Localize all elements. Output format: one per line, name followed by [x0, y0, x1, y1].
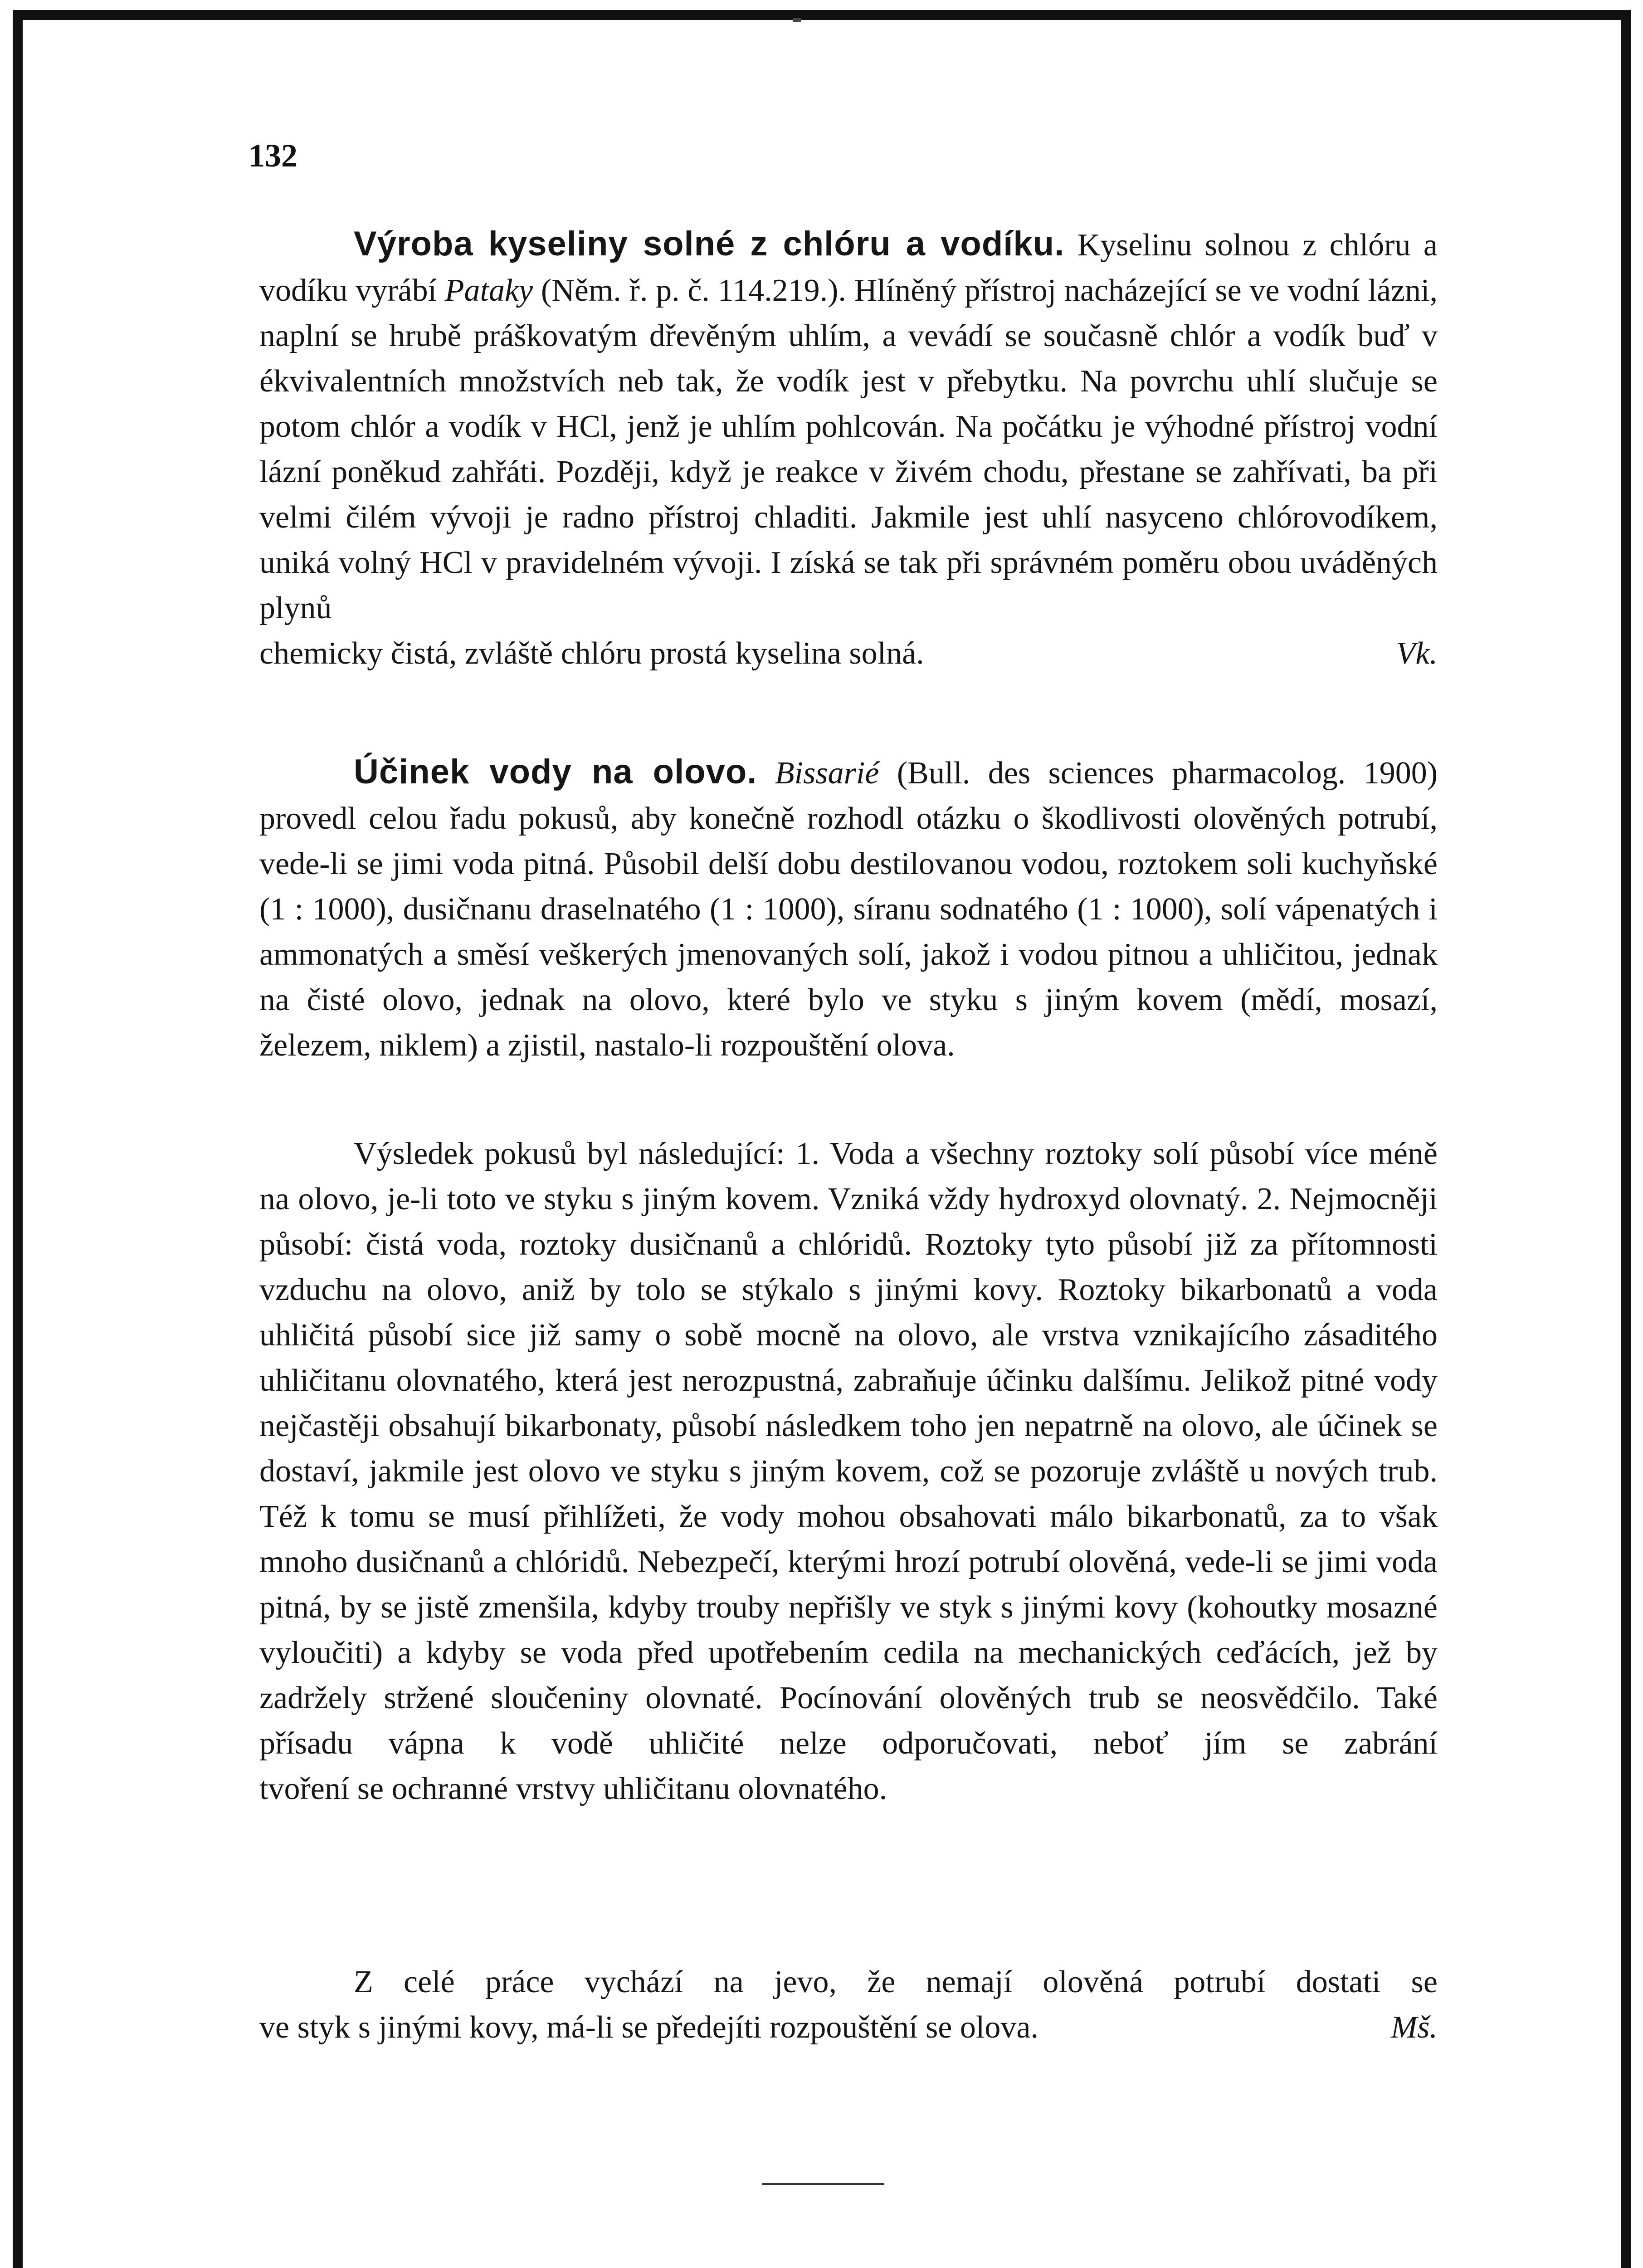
closing-line [259, 1023, 1438, 1068]
article-heading: Výroba kyseliny solné z chlóru a vodíku. [354, 225, 1065, 263]
closing-line [259, 631, 1438, 676]
article-text: Výsledek pokusů byl následující: 1. Voda a všechny roztoky solí působí více méně na olovo, je-li toto ve styku s jiným kovem. Vzniká vždy hydroxyd olovnatý. 2. Nejmocněji působí: čistá voda, roztoky dusičnanů a chlóridů. Roztoky tyto působí již za přítomnosti vzduchu na olovo, aniž by tolo se stýkalo s jinými kovy. Roztoky bikarbonatů a voda uhličitá působí sice již samy o sobě mocně na olovo, ale vrstva vznikajícího zásaditého uhličitanu olovnatého, která jest nerozpustná, zabraňuje účinku dalšímu. Jelikož pitné vody nejčastěji obsahují bikarbonaty, působí následkem toho jen nepatrně na olovo, ale účinek se dostaví, jakmile jest olovo ve styku s jiným kovem, což se pozoruje zvláště u nových trub. Též k tomu se musí přihlížeti, že vody mohou obsahovati málo bikarbonatů, za to však mnoho dusičnanů a chlóridů. Nebezpečí, kterými hrozí potrubí olověná, vede-li se jimi voda pitná, by se jistě zmenšila, kdyby trouby nepřišly ve styk s jinými kovy (kohoutky mosazné vyloučiti) a kdyby se voda před upotřebením cedila na mechanických ceďácích, jež by zadržely stržené sloučeniny olovnaté. Pocínování olověných trub se neosvědčilo. Také přísadu vápna k vodě uhličité nelze odporučovati, neboť jím se zabrání [259, 1136, 1438, 1761]
article-text: tvoření se ochranné vrstvy uhličitanu olovnatého. [259, 1771, 887, 1806]
scan-speck [793, 18, 801, 22]
article-text: Z celé práce vychází na jevo, že nemají olověná potrubí dostati se [354, 1965, 1438, 1999]
article-hydrochloric-acid [259, 221, 1438, 676]
article-conclusion [259, 1960, 1438, 2050]
closing-line [259, 2005, 1438, 2050]
article-text: chemicky čistá, zvláště chlóru prostá kyselina solná. [259, 636, 924, 671]
author-signature: Mš. [1390, 2010, 1438, 2045]
article-text: ve styk s jinými kovy, má-li se předejíti rozpouštění se olova. [259, 2010, 1038, 2045]
closing-line [259, 1766, 1438, 1812]
article-heading: Účinek vody na olovo. [354, 753, 757, 791]
page-number: 132 [249, 137, 297, 174]
article-text: (Něm. ř. p. č. 114.219.). Hlíněný přístroj nacházející se ve vodní lázni, naplní se hrubě práškovatým dřevěným uhlím, a vevádí se současně chlór a vodík buď v ékvivalentních množstvích neb tak, že vodík jest v přebytku. Na povrchu uhlí slučuje se potom chlór a vodík v HCl, jenž je uhlím pohlcován. Na počátku je výhodné přístroj vodní lázní poněkud zahřáti. Později, když je reakce v živém chodu, přestane se zahřívati, ba při velmi čilém vývoji je radno přístroj chladiti. Jakmile jest uhlí nasyceno chlórovodíkem, uniká volný HCl v pravidelném vývoji. I získá se tak při správném poměru obou uváděných plynů [259, 273, 1438, 626]
author-signature: Vk. [1396, 636, 1438, 671]
article-text: Kyselinu solnou z chlóru a vodíku vyrábí [259, 228, 1438, 308]
article-results [259, 1131, 1438, 1812]
article-text: železem, niklem) a zjistil, nastalo-li rozpouštění olova. [259, 1028, 955, 1063]
author-name: Bissarié [775, 756, 879, 791]
article-water-lead [259, 749, 1438, 1068]
article-text: (Bull. des sciences pharmacolog. 1900) provedl celou řadu pokusů, aby konečně rozhodl otázku o škodlivosti olověných potrubí, vede-li se jimi voda pitná. Působil delší dobu destilovanou vodou, roztokem soli kuchyňské (1 : 1000), dusičnanu draselnatého (1 : 1000), síranu sodnatého (1 : 1000), solí vápenatých i ammonatých a směsí veškerých jmenovaných solí, jakož i vodou pitnou a uhličitou, jednak na čisté olovo, jednak na olovo, které bylo ve styku s jiným kovem (mědí, mosazí, [259, 756, 1438, 1017]
end-divider [762, 2183, 884, 2185]
author-name: Pataky [444, 273, 533, 308]
